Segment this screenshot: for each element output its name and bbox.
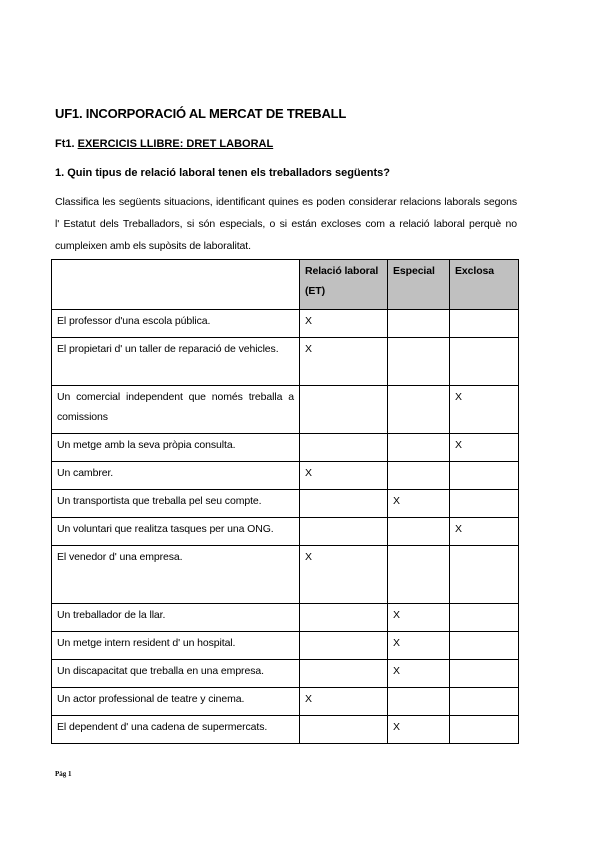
- row-description: El propietari d' un taller de reparació de vehicles.: [52, 338, 300, 386]
- row-exclosa-mark: [450, 462, 519, 490]
- row-especial-mark: [388, 518, 450, 546]
- row-description: Un cambrer.: [52, 462, 300, 490]
- row-laboral-mark: [300, 386, 388, 434]
- table-row: [52, 338, 519, 386]
- row-description: El dependent d' una cadena de supermercats.: [52, 716, 300, 744]
- row-description: Un actor professional de teatre y cinema.: [52, 688, 300, 716]
- row-description: Un comercial independent que només treballa a comissions: [52, 386, 300, 434]
- intro-paragraph: Classifica les següents situacions, identificant quines es poden considerar relacions laborals segons l' Estatut dels Treballadors, si són especials, o si están excloses com a relació laboral perquè no cumpleixen amb els supòsits de laboralitat.: [55, 196, 517, 252]
- table-row: [52, 688, 519, 716]
- table-header-row: [52, 260, 519, 310]
- subtitle-underlined: EXERCICIS LLIBRE: DRET LABORAL: [77, 138, 274, 150]
- row-exclosa-mark: [450, 716, 519, 744]
- table-row: [52, 716, 519, 744]
- row-especial-mark: X: [388, 716, 450, 744]
- row-exclosa-mark: [450, 310, 519, 338]
- classification-table: [51, 259, 519, 744]
- row-especial-mark: [388, 462, 450, 490]
- row-exclosa-mark: [450, 660, 519, 688]
- table-row: [52, 462, 519, 490]
- row-description: El professor d'una escola pública.: [52, 310, 300, 338]
- row-especial-mark: [388, 546, 450, 604]
- row-especial-mark: [388, 434, 450, 462]
- row-description: El venedor d' una empresa.: [52, 546, 300, 604]
- row-description: Un discapacitat que treballa en una empresa.: [52, 660, 300, 688]
- header-laboral: Relació laboral (ET): [300, 260, 388, 310]
- table-row: [52, 604, 519, 632]
- row-laboral-mark: [300, 660, 388, 688]
- row-description: Un metge intern resident d' un hospital.: [52, 632, 300, 660]
- table-row: [52, 518, 519, 546]
- row-laboral-mark: X: [300, 462, 388, 490]
- row-laboral-mark: X: [300, 688, 388, 716]
- row-exclosa-mark: [450, 688, 519, 716]
- row-laboral-mark: X: [300, 310, 388, 338]
- row-laboral-mark: X: [300, 546, 388, 604]
- row-description: Un treballador de la llar.: [52, 604, 300, 632]
- row-description: Un voluntari que realitza tasques per una ONG.: [52, 518, 300, 546]
- row-laboral-mark: X: [300, 338, 388, 386]
- table-row: [52, 434, 519, 462]
- header-exclosa: Exclosa: [450, 260, 519, 310]
- row-especial-mark: X: [388, 660, 450, 688]
- row-description: Un metge amb la seva pròpia consulta.: [52, 434, 300, 462]
- row-especial-mark: [388, 688, 450, 716]
- header-empty: [52, 260, 300, 310]
- subtitle-prefix: Ft1.: [55, 138, 78, 150]
- row-exclosa-mark: [450, 604, 519, 632]
- page-number: Pàg 1: [55, 770, 72, 778]
- row-especial-mark: [388, 310, 450, 338]
- question-heading: 1. Quin tipus de relació laboral tenen els treballadors següents?: [55, 167, 390, 179]
- row-exclosa-mark: [450, 632, 519, 660]
- row-laboral-mark: [300, 518, 388, 546]
- row-especial-mark: [388, 386, 450, 434]
- table-row: [52, 310, 519, 338]
- exercise-subtitle: [55, 138, 273, 150]
- row-laboral-mark: [300, 604, 388, 632]
- header-especial: Especial: [388, 260, 450, 310]
- table-row: [52, 546, 519, 604]
- row-especial-mark: X: [388, 632, 450, 660]
- row-exclosa-mark: X: [450, 518, 519, 546]
- row-exclosa-mark: [450, 546, 519, 604]
- row-laboral-mark: [300, 716, 388, 744]
- row-description: Un transportista que treballa pel seu compte.: [52, 490, 300, 518]
- table-row: [52, 632, 519, 660]
- row-especial-mark: X: [388, 490, 450, 518]
- table-row: [52, 490, 519, 518]
- row-exclosa-mark: X: [450, 434, 519, 462]
- row-laboral-mark: [300, 632, 388, 660]
- row-exclosa-mark: [450, 338, 519, 386]
- row-exclosa-mark: [450, 490, 519, 518]
- row-especial-mark: X: [388, 604, 450, 632]
- table-row: [52, 386, 519, 434]
- row-exclosa-mark: X: [450, 386, 519, 434]
- table-row: [52, 660, 519, 688]
- page-title: UF1. INCORPORACIÓ AL MERCAT DE TREBALL: [55, 106, 347, 121]
- row-laboral-mark: [300, 490, 388, 518]
- row-laboral-mark: [300, 434, 388, 462]
- row-especial-mark: [388, 338, 450, 386]
